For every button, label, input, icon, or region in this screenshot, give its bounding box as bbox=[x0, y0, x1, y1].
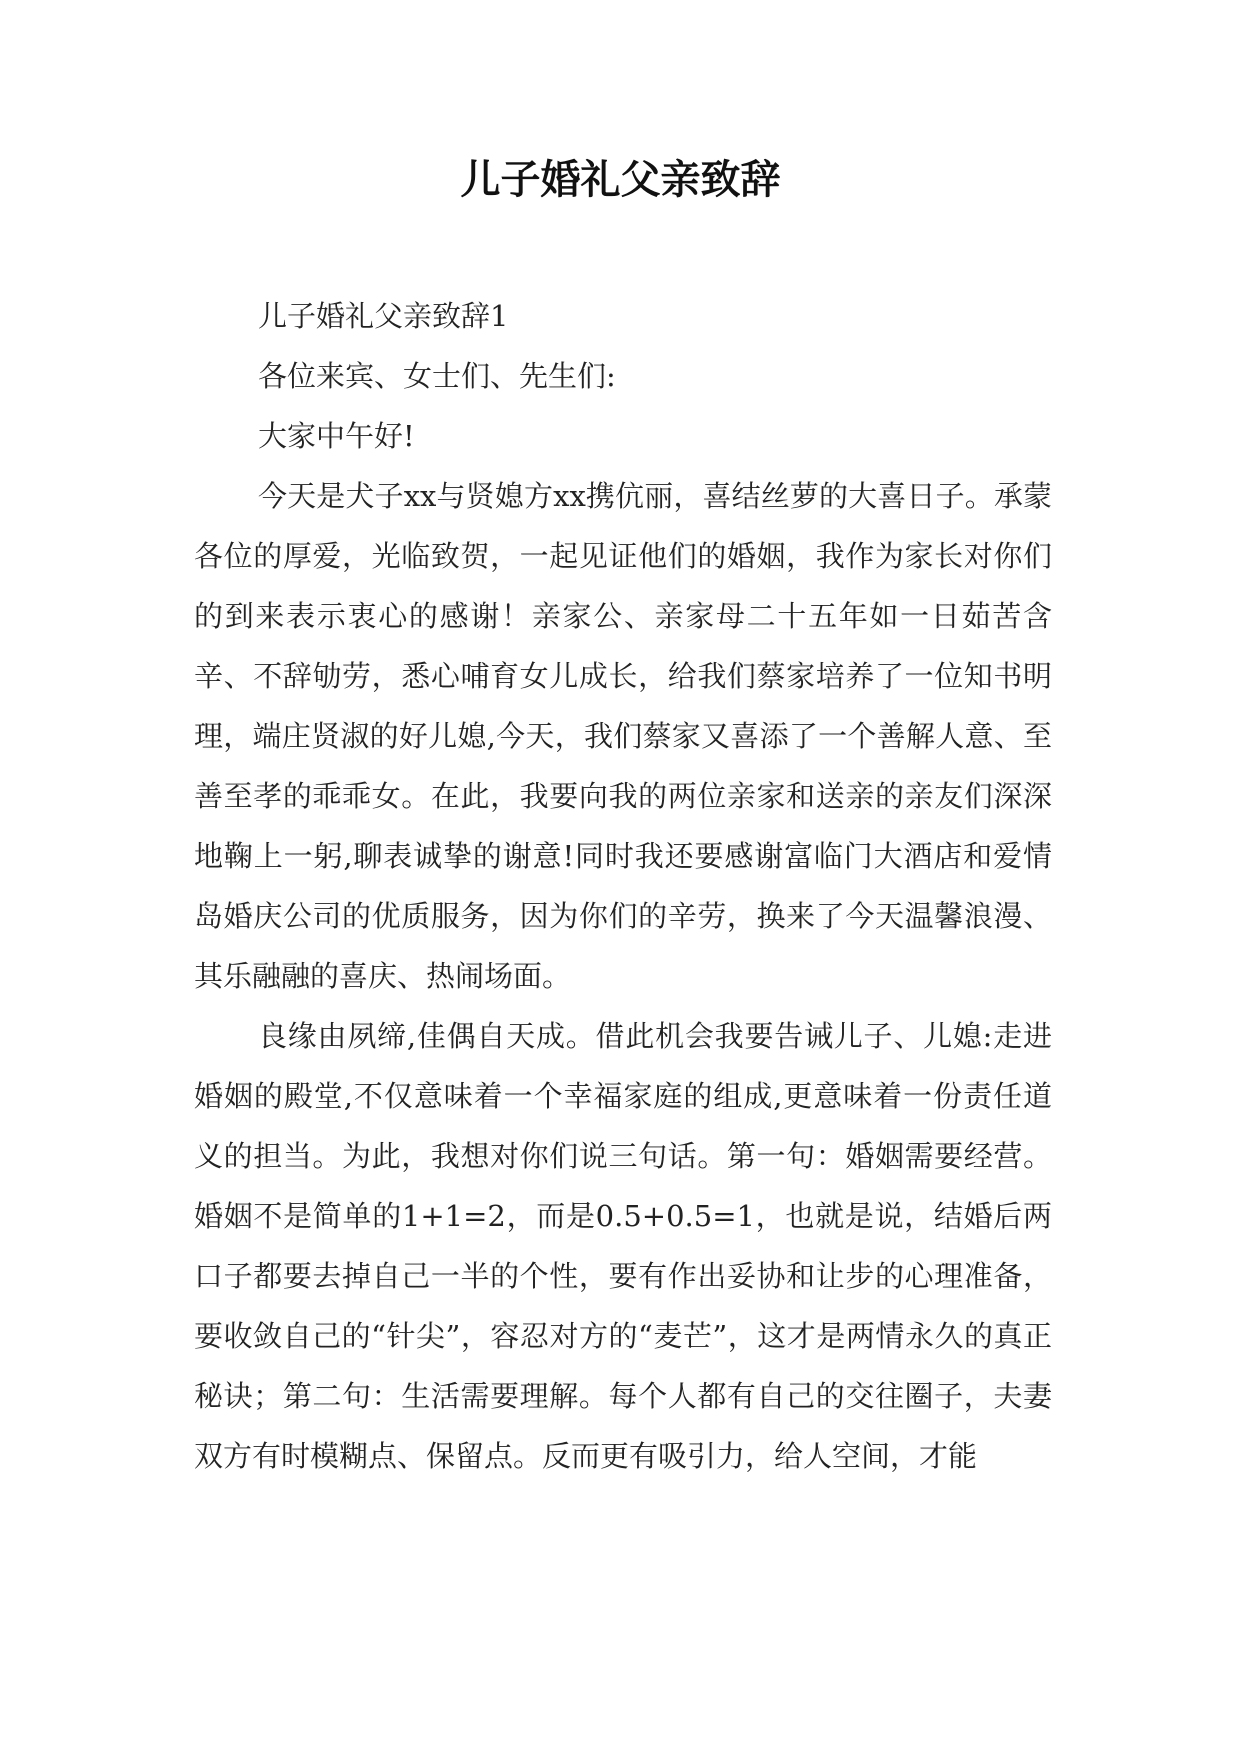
document-body bbox=[194, 286, 1052, 1486]
salutation: 各位来宾、女士们、先生们: bbox=[258, 359, 616, 393]
paragraph-thanks: 今天是犬子xx与贤媳方xx携伉丽，喜结丝萝的大喜日子。承蒙各位的厚爱，光临致贺，一起见证他们的婚姻，我作为家长对你们的到来表示衷心的感谢！亲家公、亲家母二十五年如一日茹苦含辛、不辞劬劳，悉心哺育女儿成长，给我们蔡家培养了一位知书明理，端庄贤淑的好儿媳,今天，我们蔡家又喜添了一个善解人意、至善至孝的乖乖女。在此，我要向我的两位亲家和送亲的亲友们深深地鞠上一躬,聊表诚挚的谢意!同时我还要感谢富临门大酒店和爱情岛婚庆公司的优质服务，因为你们的辛劳，换来了今天温馨浪漫、其乐融融的喜庆、热闹场面。 bbox=[194, 479, 1052, 993]
paragraph-advice: 良缘由夙缔,佳偶自天成。借此机会我要告诫儿子、儿媳:走进婚姻的殿堂,不仅意味着一个幸福家庭的组成,更意味着一份责任道义的担当。为此，我想对你们说三句话。第一句：婚姻需要经营。婚姻不是简单的1+1=2，而是0.5+0.5=1，也就是说，结婚后两口子都要去掉自己一半的个性，要有作出妥协和让步的心理准备，要收敛自己的“针尖”，容忍对方的“麦芒”，这才是两情永久的真正秘诀；第二句：生活需要理解。每个人都有自己的交往圈子，夫妻双方有时模糊点、保留点。反而更有吸引力，给人空间，才能 bbox=[194, 1019, 1052, 1473]
document-title: 儿子婚礼父亲致辞 bbox=[460, 157, 781, 203]
speech-heading: 儿子婚礼父亲致辞1 bbox=[258, 299, 509, 333]
greeting: 大家中午好! bbox=[258, 419, 415, 453]
